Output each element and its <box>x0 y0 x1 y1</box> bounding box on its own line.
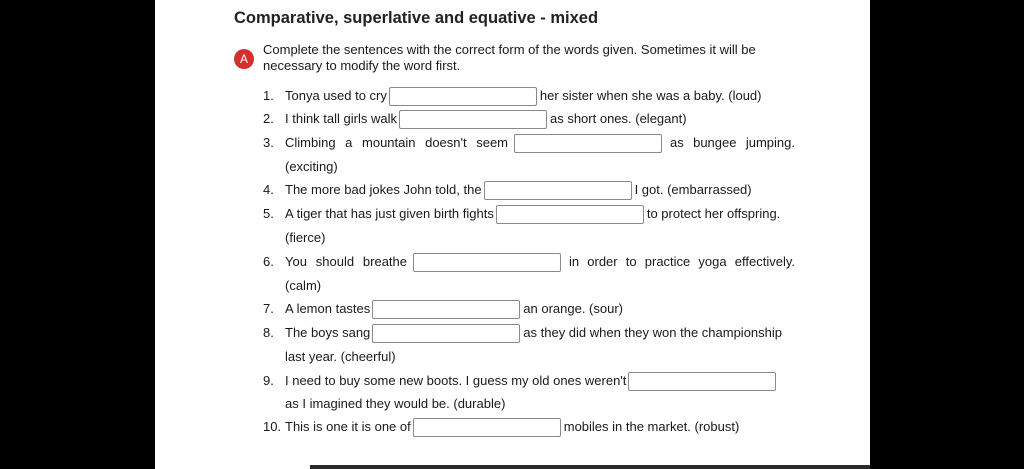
question-number: 1. <box>263 88 274 103</box>
question-10 <box>263 417 739 437</box>
instructions: Complete the sentences with the correct form of the words given. Sometimes it will be necessary to modify the word first. <box>263 42 756 73</box>
question-7 <box>263 299 623 319</box>
answer-input-4[interactable] <box>484 181 632 200</box>
answer-input-3[interactable] <box>514 134 662 153</box>
question-text-before: The boys sang <box>285 325 371 340</box>
answer-input-2[interactable] <box>399 110 547 129</box>
question-text-before: Climbing a mountain doesn't seem <box>285 135 508 150</box>
question-text-after: as short ones. (elegant) <box>549 111 687 126</box>
question-6 <box>263 252 795 272</box>
question-number: 10. <box>263 419 282 434</box>
question-6-continuation: (calm) <box>285 278 322 293</box>
question-text-after: mobiles in the market. (robust) <box>563 419 740 434</box>
worksheet-page <box>155 0 870 469</box>
question-text-before: A lemon tastes <box>285 301 371 316</box>
answer-input-1[interactable] <box>389 87 537 106</box>
question-number: 8. <box>263 325 274 340</box>
question-text-before: A tiger that has just given birth fights <box>285 206 494 221</box>
question-number: 9. <box>263 373 274 388</box>
question-text-after: I got. (embarrassed) <box>634 182 752 197</box>
section-badge: A <box>234 49 254 69</box>
question-3-continuation: (exciting) <box>285 159 338 174</box>
question-2 <box>263 109 687 129</box>
question-3 <box>263 133 795 153</box>
answer-input-8[interactable] <box>372 324 520 343</box>
question-8 <box>263 323 782 343</box>
question-text-after: in order to practice yoga effectively. <box>569 254 795 269</box>
question-text-before: Tonya used to cry <box>285 88 387 103</box>
question-number: 4. <box>263 182 274 197</box>
question-text-before: The more bad jokes John told, the <box>285 182 482 197</box>
question-text-before: I need to buy some new boots. I guess my old ones weren't <box>285 373 627 388</box>
answer-input-5[interactable] <box>496 205 644 224</box>
question-text-before: You should breathe <box>285 254 407 269</box>
question-number: 2. <box>263 111 274 126</box>
question-8-continuation: last year. (cheerful) <box>285 349 396 364</box>
answer-input-9[interactable] <box>628 372 776 391</box>
question-text-after: her sister when she was a baby. (loud) <box>539 88 762 103</box>
question-number: 5. <box>263 206 274 221</box>
page-title: Comparative, superlative and equative - mixed <box>234 9 599 27</box>
question-5-continuation: (fierce) <box>285 230 326 245</box>
question-text-before: This is one it is one of <box>285 419 411 434</box>
question-number: 6. <box>263 254 274 269</box>
answer-input-10[interactable] <box>413 418 561 437</box>
bottom-bar <box>310 465 870 469</box>
question-4 <box>263 180 752 200</box>
answer-input-7[interactable] <box>372 300 520 319</box>
question-9 <box>263 371 779 391</box>
question-9-continuation: as I imagined they would be. (durable) <box>285 396 506 411</box>
answer-input-6[interactable] <box>413 253 561 272</box>
question-text-after: as they did when they won the championship <box>523 325 782 340</box>
question-number: 3. <box>263 135 274 150</box>
question-5 <box>263 204 780 224</box>
question-text-after: an orange. (sour) <box>523 301 624 316</box>
question-1 <box>263 86 761 106</box>
question-number: 7. <box>263 301 274 316</box>
question-text-after: as bungee jumping. <box>670 135 795 150</box>
question-text-after: to protect her offspring. <box>646 206 781 221</box>
question-text-before: I think tall girls walk <box>285 111 397 126</box>
